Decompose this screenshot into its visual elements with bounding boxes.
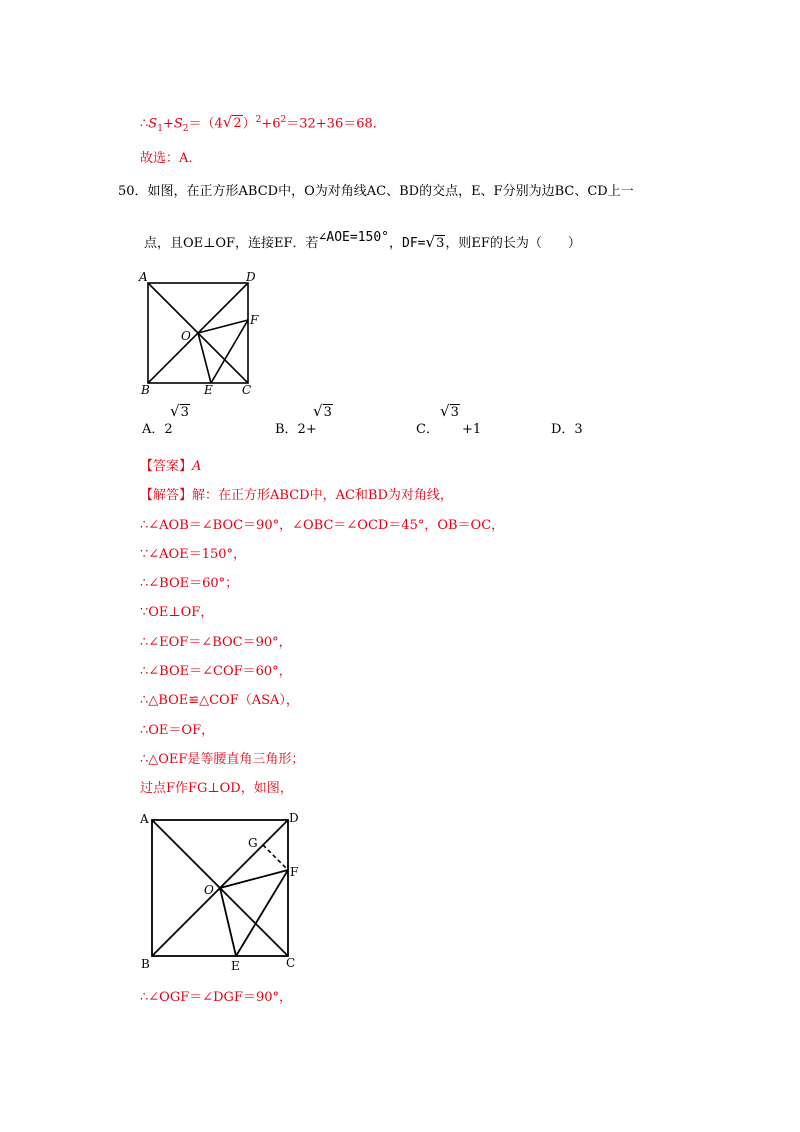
solution-last-line: ∴∠OGF＝∠DGF＝90°， bbox=[140, 990, 292, 1005]
option-d-label: D．3 bbox=[551, 422, 583, 437]
option-a-rad: 3 bbox=[180, 405, 189, 420]
rad-value: 2 bbox=[233, 116, 242, 132]
angle-aoe: ∠AOE=150° bbox=[318, 230, 390, 245]
plus6: +6 bbox=[261, 116, 281, 132]
answer-line bbox=[140, 458, 201, 476]
eq-close: ） bbox=[242, 116, 256, 132]
solution-tag: 【解答】 bbox=[140, 488, 193, 503]
option-a[interactable] bbox=[142, 421, 173, 439]
df-rad: 3 bbox=[436, 236, 445, 251]
answer-value: A bbox=[192, 459, 202, 474]
label-a: A bbox=[139, 270, 148, 284]
solution-line-4: ∵OE⊥OF， bbox=[140, 605, 214, 620]
label-f2: F bbox=[290, 865, 299, 879]
question-line-2 bbox=[144, 230, 581, 253]
option-c[interactable] bbox=[416, 421, 439, 439]
plus-sign: + bbox=[162, 116, 174, 132]
option-b-label: B．2+ bbox=[275, 422, 317, 437]
option-a-sqrt: √3 bbox=[170, 402, 189, 420]
solution-line-3: ∴∠BOE＝60°； bbox=[140, 576, 239, 591]
label-d2: D bbox=[289, 811, 299, 825]
eq-open: ＝（4 bbox=[188, 116, 223, 132]
sqrt-2: √2 bbox=[222, 113, 242, 132]
solution-text-0: 解：在正方形ABCD中，AC和BD为对角线， bbox=[192, 488, 453, 503]
s2-var: S bbox=[173, 116, 183, 132]
s1-var: S bbox=[148, 116, 158, 132]
eq-tail: ＝32+36＝68． bbox=[286, 116, 386, 132]
label-c2: C bbox=[286, 956, 296, 970]
question-text-2a: 点，且OE⊥OF，连接EF．若 bbox=[144, 236, 319, 251]
option-a-label: A．2 bbox=[142, 422, 173, 437]
option-d[interactable] bbox=[551, 421, 583, 439]
label-c: C bbox=[242, 383, 252, 397]
s1-sub: 1 bbox=[157, 123, 163, 134]
label-f: F bbox=[250, 313, 259, 327]
question-line-1 bbox=[118, 183, 634, 201]
label-e: E bbox=[204, 383, 213, 397]
s2-sub: 2 bbox=[182, 123, 189, 134]
square-figure-1 bbox=[136, 268, 266, 398]
question-text-2c: ，则EF的长为（ ） bbox=[445, 236, 581, 251]
question-text-1: 如图，在正方形ABCD中，O为对角线AC、BD的交点，E、F分别为边BC、CD上一 bbox=[147, 184, 634, 199]
answer-tag: 【答案】 bbox=[140, 459, 193, 474]
option-c-tail: +1 bbox=[462, 422, 482, 437]
label-d: D bbox=[246, 270, 256, 284]
solution-line-7: ∴△BOE≌△COF（ASA）， bbox=[140, 693, 299, 708]
label-a2: A bbox=[140, 812, 149, 826]
label-e2: E bbox=[231, 959, 240, 973]
solution-line-10: 过点F作FG⊥OD，如图， bbox=[140, 781, 293, 796]
solution-line-6: ∴∠BOE＝∠COF＝60°， bbox=[140, 664, 292, 679]
pow-2: 2 bbox=[280, 115, 287, 125]
solution-line-5: ∴∠EOF＝∠BOC＝90°， bbox=[140, 635, 292, 650]
solution-line-9: ∴△OEF是等腰直角三角形； bbox=[140, 752, 305, 767]
choice-line: 故选：A． bbox=[140, 151, 202, 166]
label-g2: G bbox=[248, 836, 258, 850]
solution-line-8: ∴OE＝OF， bbox=[140, 723, 215, 738]
label-o: O bbox=[181, 329, 191, 343]
option-c-label: C． bbox=[416, 422, 439, 437]
option-b[interactable] bbox=[275, 421, 317, 439]
s-sum-line bbox=[140, 111, 386, 138]
sqrt-df: √3 bbox=[425, 233, 445, 251]
square-figure-2 bbox=[136, 810, 311, 975]
pow-1: 2 bbox=[255, 115, 262, 125]
label-o2: O bbox=[204, 883, 214, 897]
option-c-rad: 3 bbox=[450, 405, 459, 420]
option-b-rad: 3 bbox=[323, 405, 332, 420]
question-number: 50． bbox=[118, 184, 148, 199]
solution-line-2: ∵∠AOE＝150°， bbox=[140, 547, 247, 562]
option-c-sqrt: √3 bbox=[440, 402, 459, 420]
solution-line-1: ∴∠AOB＝∠BOC＝90°，∠OBC＝∠OCD＝45°，OB＝OC， bbox=[140, 518, 505, 533]
question-text-2b: ，DF= bbox=[389, 236, 426, 251]
label-b2: B bbox=[141, 957, 150, 971]
solution-line-0 bbox=[140, 487, 453, 505]
therefore-symbol: ∴ bbox=[140, 116, 149, 132]
option-b-sqrt: √3 bbox=[313, 402, 332, 420]
label-b: B bbox=[141, 383, 150, 397]
